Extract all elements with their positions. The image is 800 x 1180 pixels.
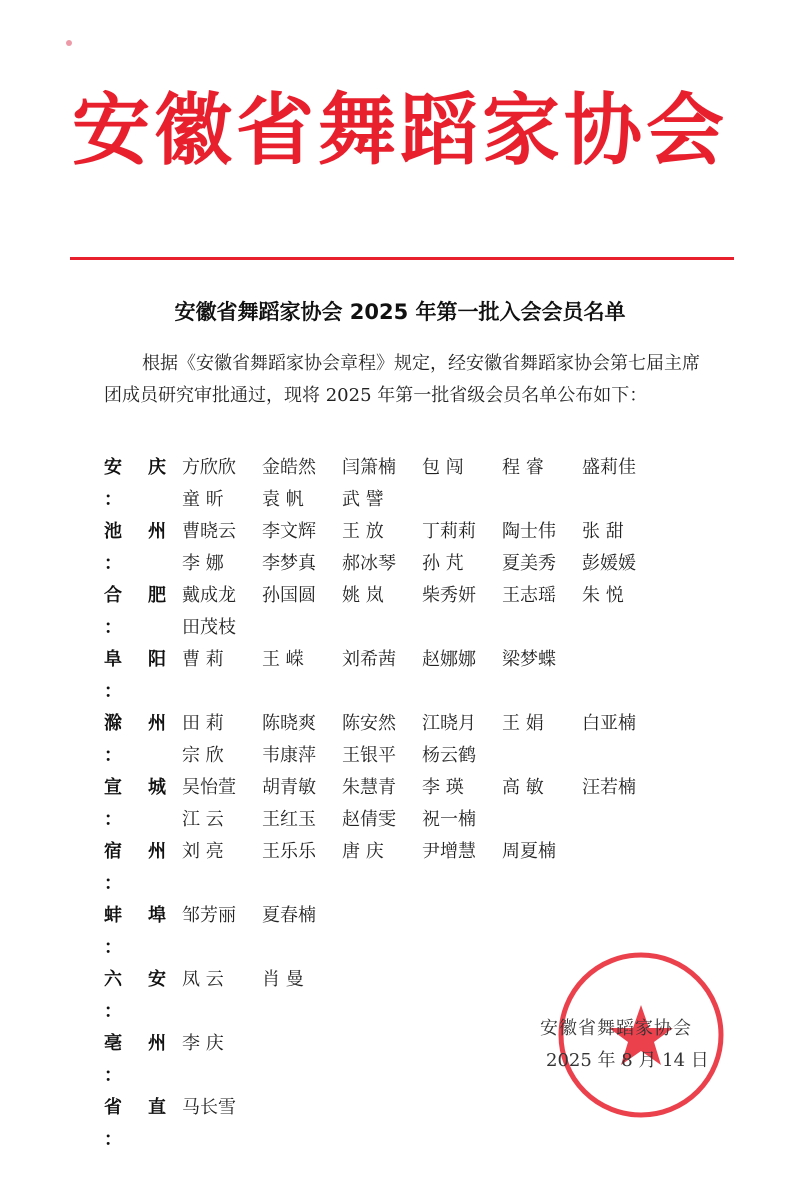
city-name: 合 肥 xyxy=(104,585,166,606)
member-name: 王 嵘 xyxy=(262,649,304,670)
member-names xyxy=(182,772,662,836)
member-name: 姚 岚 xyxy=(342,585,384,606)
signature-date: 2025 年 8 月 14 日 xyxy=(546,1050,709,1071)
member-name: 赵倩雯 xyxy=(342,809,396,830)
member-name: 刘 亮 xyxy=(182,841,224,862)
city-label: 滁 州： xyxy=(104,708,182,772)
letterhead-title: 安徽省舞蹈家协会 xyxy=(71,86,728,176)
member-group xyxy=(104,708,724,772)
city-name: 阜 阳 xyxy=(104,649,166,670)
member-name: 马长雪 xyxy=(182,1097,236,1118)
city-label: 阜 阳： xyxy=(104,644,182,708)
member-name: 夏春楠 xyxy=(262,905,316,926)
city-name: 滁 州 xyxy=(104,713,166,734)
member-name: 王 娟 xyxy=(502,713,544,734)
city-name: 六 安 xyxy=(104,969,166,990)
city-label: 池 州： xyxy=(104,516,182,580)
member-name: 李 娜 xyxy=(182,553,224,574)
member-name: 吴怡萱 xyxy=(182,777,236,798)
member-name: 戴成龙 xyxy=(182,585,236,606)
member-name: 王志瑶 xyxy=(502,585,556,606)
city-name: 蚌 埠 xyxy=(104,905,166,926)
city-label: 安 庆： xyxy=(104,452,182,516)
member-name: 杨云鹤 xyxy=(422,745,476,766)
member-names xyxy=(182,708,662,772)
member-group xyxy=(104,644,724,708)
city-name: 安 庆 xyxy=(104,457,166,478)
city-label: 省 直： xyxy=(104,1092,182,1156)
member-name: 田茂枝 xyxy=(182,617,236,638)
member-name: 江 云 xyxy=(182,809,224,830)
member-name: 孙国圆 xyxy=(262,585,316,606)
document-title: 安徽省舞蹈家协会 2025 年第一批入会会员名单 xyxy=(174,300,626,324)
member-name: 宗 欣 xyxy=(182,745,224,766)
member-name: 王乐乐 xyxy=(262,841,316,862)
member-names xyxy=(182,900,662,932)
city-label: 合 肥： xyxy=(104,580,182,644)
member-name: 江晓月 xyxy=(422,713,476,734)
member-name: 夏美秀 xyxy=(502,553,556,574)
member-name: 丁莉莉 xyxy=(422,521,476,542)
member-name: 郝冰琴 xyxy=(342,553,396,574)
member-name: 王红玉 xyxy=(262,809,316,830)
member-name: 汪若楠 xyxy=(582,777,636,798)
member-names xyxy=(182,836,662,868)
member-name: 白亚楠 xyxy=(582,713,636,734)
member-name: 程 睿 xyxy=(502,457,544,478)
member-name: 周夏楠 xyxy=(502,841,556,862)
member-name: 田 莉 xyxy=(182,713,224,734)
city-label: 六 安： xyxy=(104,964,182,1028)
member-name: 李梦真 xyxy=(262,553,316,574)
member-name: 孙 芃 xyxy=(422,553,464,574)
member-name: 李 庆 xyxy=(182,1033,224,1054)
member-name: 陈晓爽 xyxy=(262,713,316,734)
signature-org: 安徽省舞蹈家协会 xyxy=(540,1018,692,1039)
member-name: 柴秀妍 xyxy=(422,585,476,606)
city-name: 宿 州 xyxy=(104,841,166,862)
city-label: 宣 城： xyxy=(104,772,182,836)
member-group xyxy=(104,836,724,900)
member-name: 包 闯 xyxy=(422,457,464,478)
member-group xyxy=(104,772,724,836)
member-names xyxy=(182,580,662,644)
member-name: 曹 莉 xyxy=(182,649,224,670)
member-name: 朱 悦 xyxy=(582,585,624,606)
member-name: 武 譬 xyxy=(342,489,384,510)
member-name: 王 放 xyxy=(342,521,384,542)
member-group xyxy=(104,516,724,580)
city-label: 亳 州： xyxy=(104,1028,182,1092)
member-name: 金皓然 xyxy=(262,457,316,478)
member-name: 陶士伟 xyxy=(502,521,556,542)
member-name: 张 甜 xyxy=(582,521,624,542)
city-name: 省 直 xyxy=(104,1097,166,1118)
city-name: 亳 州 xyxy=(104,1033,166,1054)
member-name: 童 昕 xyxy=(182,489,224,510)
member-name: 尹增慧 xyxy=(422,841,476,862)
member-name: 邹芳丽 xyxy=(182,905,236,926)
member-name: 曹晓云 xyxy=(182,521,236,542)
member-name: 高 敏 xyxy=(502,777,544,798)
member-name: 方欣欣 xyxy=(182,457,236,478)
member-name: 凤 云 xyxy=(182,969,224,990)
member-name: 彭媛媛 xyxy=(582,553,636,574)
member-name: 闫箫楠 xyxy=(342,457,396,478)
city-name: 宣 城 xyxy=(104,777,166,798)
member-name: 刘希茜 xyxy=(342,649,396,670)
member-name: 肖 曼 xyxy=(262,969,304,990)
member-name: 李 瑛 xyxy=(422,777,464,798)
member-name: 陈安然 xyxy=(342,713,396,734)
member-name: 韦康萍 xyxy=(262,745,316,766)
member-group xyxy=(104,452,724,516)
member-name: 祝一楠 xyxy=(422,809,476,830)
member-names xyxy=(182,644,662,676)
letterhead-rule xyxy=(70,257,734,260)
member-name: 朱慧青 xyxy=(342,777,396,798)
intro-paragraph: 根据《安徽省舞蹈家协会章程》规定，经安徽省舞蹈家协会第七届主席团成员研究审批通过，现将 2025 年第一批省级会员名单公布如下： xyxy=(104,353,700,406)
member-name: 梁梦蝶 xyxy=(502,649,556,670)
member-name: 李文辉 xyxy=(262,521,316,542)
ink-spot xyxy=(66,40,72,46)
city-name: 池 州 xyxy=(104,521,166,542)
city-label: 蚌 埠： xyxy=(104,900,182,964)
member-name: 王银平 xyxy=(342,745,396,766)
member-group xyxy=(104,580,724,644)
member-name: 胡青敏 xyxy=(262,777,316,798)
member-names xyxy=(182,516,662,580)
member-name: 袁 帆 xyxy=(262,489,304,510)
city-label: 宿 州： xyxy=(104,836,182,900)
member-name: 赵娜娜 xyxy=(422,649,476,670)
member-name: 盛莉佳 xyxy=(582,457,636,478)
member-name: 唐 庆 xyxy=(342,841,384,862)
member-names xyxy=(182,452,662,516)
